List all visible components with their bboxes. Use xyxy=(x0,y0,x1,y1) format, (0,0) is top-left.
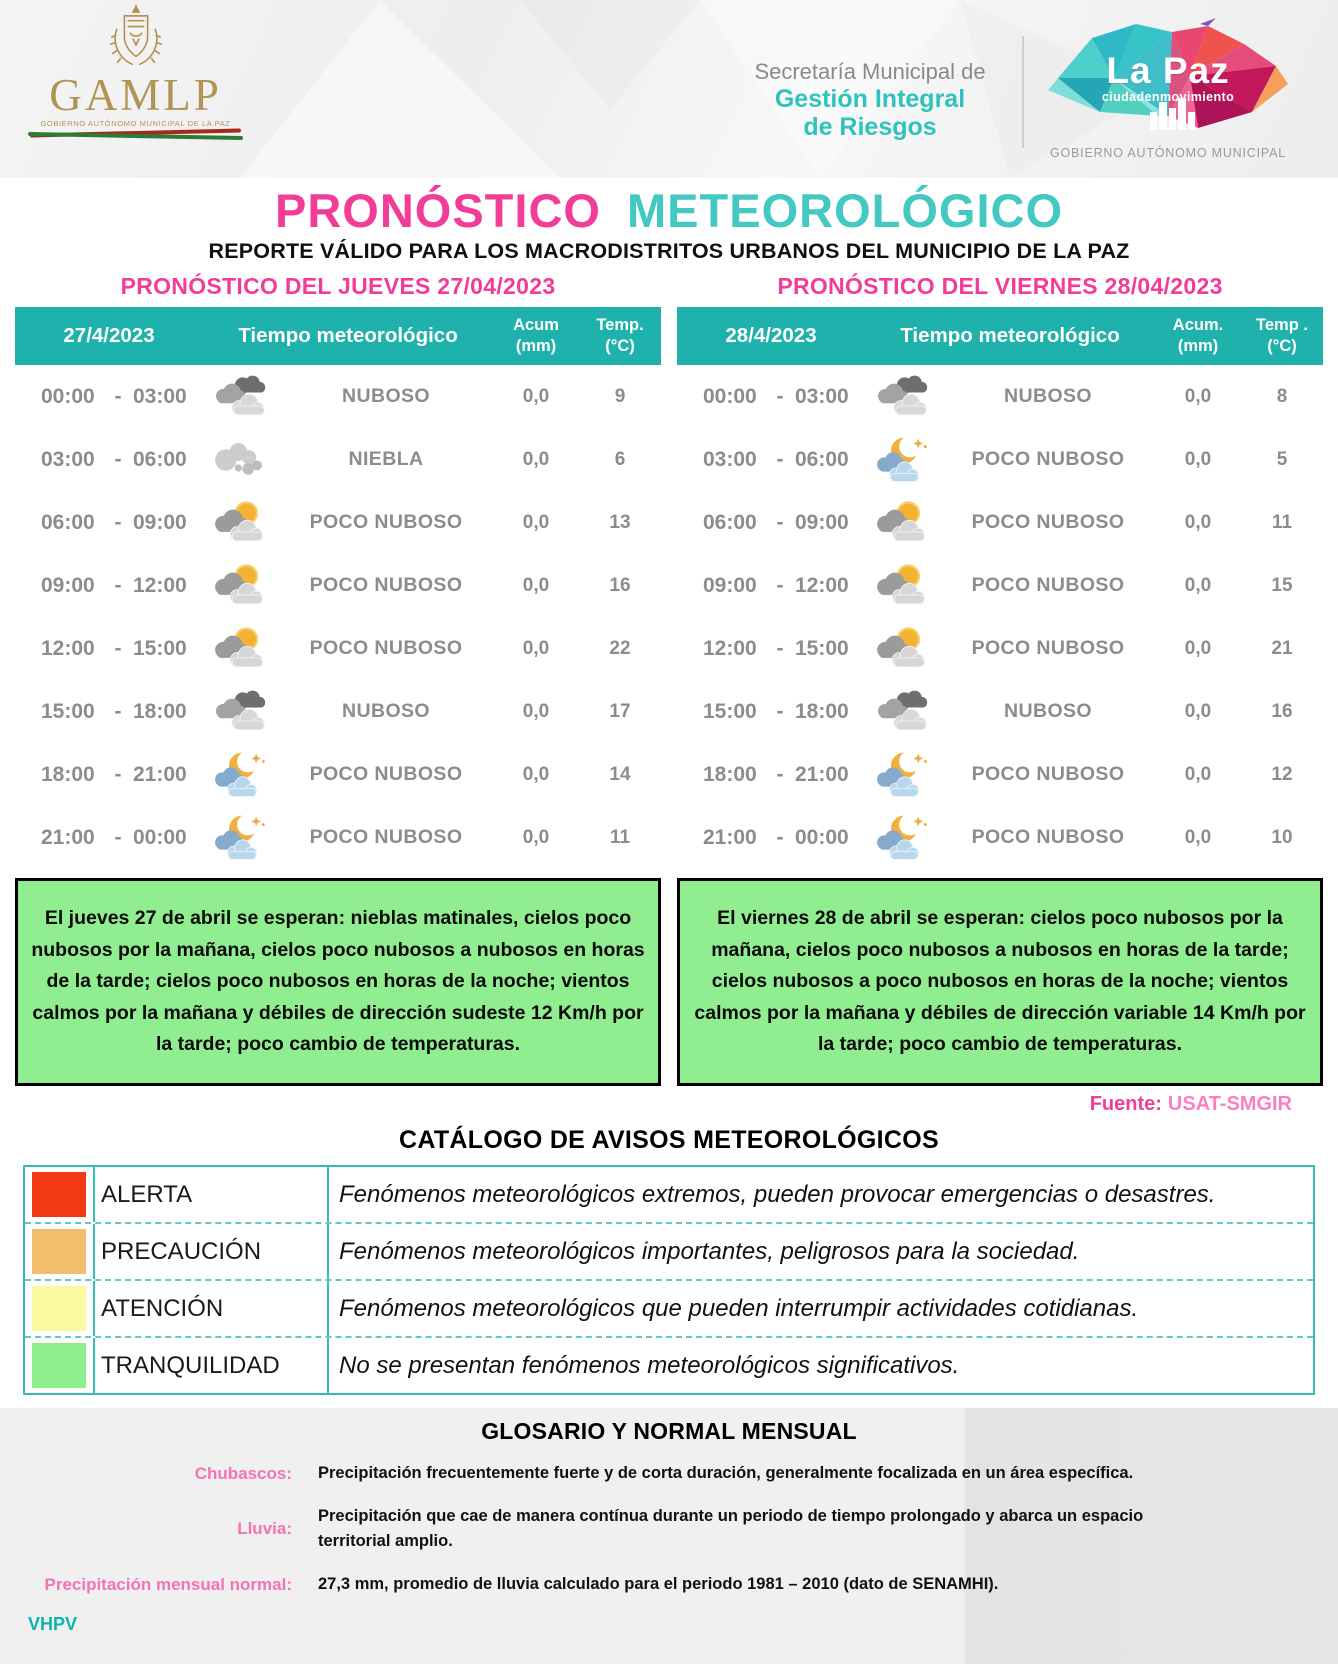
weather-icon-cell xyxy=(203,372,279,422)
time-range xyxy=(15,763,203,787)
time-range xyxy=(677,637,865,661)
moon-cloud-icon xyxy=(212,750,270,800)
time-dash: - xyxy=(114,636,122,660)
glossary-title: GLOSARIO Y NORMAL MENSUAL xyxy=(481,1418,857,1444)
weather-icon-cell xyxy=(865,435,941,485)
page-title-part1: PRONÓSTICO xyxy=(274,184,601,237)
forecast-row xyxy=(677,680,1323,743)
acum-value: 0,0 xyxy=(1184,637,1212,659)
sun-cloud-icon xyxy=(212,561,270,611)
temp-value: 13 xyxy=(609,511,631,533)
column-header-acum: Acum. (mm) xyxy=(1172,316,1224,355)
source-line xyxy=(0,1093,1338,1116)
time-dash: - xyxy=(776,762,784,786)
time-range xyxy=(15,826,203,850)
forecast-table-header xyxy=(15,307,661,365)
report-subtitle: REPORTE VÁLIDO PARA LOS MACRODISTRITOS URBANOS DEL MUNICIPIO DE LA PAZ xyxy=(208,239,1130,263)
sun-cloud-icon xyxy=(874,498,932,548)
time-dash: - xyxy=(776,447,784,471)
time-start: 00:00 xyxy=(41,384,95,408)
page-title xyxy=(0,184,1338,237)
forecast-row xyxy=(15,554,661,617)
time-start: 21:00 xyxy=(703,825,757,849)
time-end: 03:00 xyxy=(133,384,187,408)
forecast-summary-thursday: El jueves 27 de abril se esperan: nieblas matinales, cielos poco nubosos por la mañana, cielos poco nubosos a nubosos en horas de la tarde; cielos poco nubosos en horas de la noche; vientos calmos por la mañana y débiles de dirección sudeste 12 Km/h por la tarde; poco cambio de temperaturas. xyxy=(15,878,661,1086)
moon-cloud-icon xyxy=(874,435,932,485)
acum-value: 0,0 xyxy=(522,763,550,785)
condition-label: POCO NUBOSO xyxy=(309,637,463,659)
gamlp-logo xyxy=(28,4,243,140)
time-dash: - xyxy=(114,699,122,723)
moon-cloud-icon xyxy=(874,750,932,800)
moon-cloud-icon xyxy=(874,813,932,863)
acum-value: 0,0 xyxy=(1184,511,1212,533)
condition-label: POCO NUBOSO xyxy=(309,574,463,596)
page-title-part2: METEOROLÓGICO xyxy=(627,184,1064,237)
time-range xyxy=(677,763,865,787)
catalog-title: CATÁLOGO DE AVISOS METEOROLÓGICOS xyxy=(398,1126,939,1154)
acum-value: 0,0 xyxy=(522,826,550,848)
warning-description: No se presentan fenómenos meteorológicos significativos. xyxy=(327,1338,1313,1393)
condition-label: POCO NUBOSO xyxy=(971,574,1125,596)
temp-value: 9 xyxy=(614,385,626,407)
warning-color-cell xyxy=(25,1338,93,1393)
time-end: 18:00 xyxy=(795,699,849,723)
header-band xyxy=(0,0,1338,178)
forecast-row xyxy=(677,743,1323,806)
acum-value: 0,0 xyxy=(1184,574,1212,596)
condition-label: NUBOSO xyxy=(1004,385,1092,407)
temp-value: 11 xyxy=(609,826,631,848)
weather-icon-cell xyxy=(865,498,941,548)
time-end: 15:00 xyxy=(133,636,187,660)
glossary-entry xyxy=(0,1461,1338,1487)
header-divider xyxy=(1022,36,1024,148)
forecast-columns xyxy=(0,270,1338,1086)
acum-value: 0,0 xyxy=(1184,700,1212,722)
time-start: 12:00 xyxy=(41,636,95,660)
time-end: 18:00 xyxy=(133,699,187,723)
secretaria-line2: Gestión Integral xyxy=(774,84,966,113)
temp-value: 22 xyxy=(609,637,631,659)
forecast-table xyxy=(15,307,661,869)
warning-level-label: ALERTA xyxy=(93,1167,327,1222)
time-end: 06:00 xyxy=(795,447,849,471)
warning-color-swatch xyxy=(32,1172,86,1217)
warning-color-swatch xyxy=(32,1286,86,1331)
glossary-definition: Precipitación que cae de manera contínua durante un periodo de tiempo prolongado y abarca un espacio territorial amplio. xyxy=(318,1506,1144,1551)
condition-label: POCO NUBOSO xyxy=(309,763,463,785)
time-range xyxy=(15,637,203,661)
source-label: Fuente: xyxy=(1089,1093,1162,1115)
glossary-section xyxy=(0,1408,1338,1664)
sun-cloud-icon xyxy=(212,498,270,548)
column-header-temp: Temp. (°C) xyxy=(596,316,644,355)
time-end: 12:00 xyxy=(133,573,187,597)
lapaz-slogan: ciudadenmovimiento xyxy=(1101,90,1235,104)
column-header-date: 27/4/2023 xyxy=(63,324,155,347)
forecast-row xyxy=(15,491,661,554)
time-end: 03:00 xyxy=(795,384,849,408)
weather-icon-cell xyxy=(203,498,279,548)
time-start: 03:00 xyxy=(703,447,757,471)
condition-label: POCO NUBOSO xyxy=(971,763,1125,785)
time-start: 09:00 xyxy=(703,573,757,597)
gamlp-acronym: GAMLP xyxy=(49,70,222,120)
condition-label: POCO NUBOSO xyxy=(309,826,463,848)
source-value: USAT-SMGIR xyxy=(1167,1093,1292,1115)
time-start: 06:00 xyxy=(703,510,757,534)
time-dash: - xyxy=(776,636,784,660)
condition-label: POCO NUBOSO xyxy=(971,511,1125,533)
time-start: 21:00 xyxy=(41,825,95,849)
forecast-row xyxy=(15,680,661,743)
warning-color-swatch xyxy=(32,1343,86,1388)
catalog-row xyxy=(25,1279,1313,1336)
glossary-term: Precipitación mensual normal: xyxy=(44,1574,292,1594)
forecast-row xyxy=(677,617,1323,680)
acum-value: 0,0 xyxy=(1184,385,1212,407)
time-end: 00:00 xyxy=(133,825,187,849)
condition-label: NUBOSO xyxy=(342,385,430,407)
temp-value: 15 xyxy=(1271,574,1293,596)
cloudy-icon xyxy=(212,372,270,422)
cloudy-icon xyxy=(212,687,270,737)
gamlp-ribbon xyxy=(28,131,243,140)
gamlp-crest-icon xyxy=(107,4,165,78)
forecast-row xyxy=(677,365,1323,428)
warning-description: Fenómenos meteorológicos que pueden interrumpir actividades cotidianas. xyxy=(327,1281,1313,1336)
glossary-entry xyxy=(0,1572,1338,1598)
temp-value: 16 xyxy=(609,574,631,596)
catalog-row xyxy=(25,1222,1313,1279)
time-start: 18:00 xyxy=(703,762,757,786)
forecast-row xyxy=(15,743,661,806)
temp-value: 17 xyxy=(609,700,631,722)
catalog-table xyxy=(23,1165,1315,1395)
temp-value: 5 xyxy=(1276,448,1288,470)
time-start: 12:00 xyxy=(703,636,757,660)
secretaria-line1: Secretaría Municipal de xyxy=(754,59,986,84)
forecast-row xyxy=(15,806,661,869)
temp-value: 12 xyxy=(1271,763,1293,785)
acum-value: 0,0 xyxy=(522,511,550,533)
sun-cloud-icon xyxy=(212,624,270,674)
time-dash: - xyxy=(114,825,122,849)
weather-icon-cell xyxy=(865,561,941,611)
time-start: 15:00 xyxy=(41,699,95,723)
condition-label: NUBOSO xyxy=(1004,700,1092,722)
time-start: 00:00 xyxy=(703,384,757,408)
time-range xyxy=(15,511,203,535)
time-end: 21:00 xyxy=(133,762,187,786)
condition-label: NUBOSO xyxy=(342,700,430,722)
lapaz-logo xyxy=(1040,16,1296,160)
time-range xyxy=(677,385,865,409)
glossary-definition: 27,3 mm, promedio de lluvia calculado para el periodo 1981 – 2010 (dato de SENAMHI). xyxy=(318,1574,999,1593)
temp-value: 11 xyxy=(1271,511,1293,533)
time-end: 06:00 xyxy=(133,447,187,471)
acum-value: 0,0 xyxy=(522,637,550,659)
time-range xyxy=(677,826,865,850)
forecast-column-friday xyxy=(677,270,1323,1086)
time-start: 15:00 xyxy=(703,699,757,723)
forecast-table xyxy=(677,307,1323,869)
time-dash: - xyxy=(776,825,784,849)
footer-initials: VHPV xyxy=(28,1614,78,1635)
temp-value: 14 xyxy=(609,763,631,785)
condition-label: POCO NUBOSO xyxy=(971,826,1125,848)
acum-value: 0,0 xyxy=(1184,763,1212,785)
catalog-row xyxy=(25,1167,1313,1222)
forecast-row xyxy=(677,491,1323,554)
time-dash: - xyxy=(114,573,122,597)
acum-value: 0,0 xyxy=(1184,448,1212,470)
time-end: 09:00 xyxy=(133,510,187,534)
weather-icon-cell xyxy=(203,435,279,485)
weather-icon-cell xyxy=(203,750,279,800)
warning-level-label: TRANQUILIDAD xyxy=(93,1338,327,1393)
time-end: 00:00 xyxy=(795,825,849,849)
temp-value: 21 xyxy=(1271,637,1293,659)
weather-icon-cell xyxy=(865,750,941,800)
time-range xyxy=(677,448,865,472)
moon-cloud-icon xyxy=(212,813,270,863)
temp-value: 10 xyxy=(1271,826,1293,848)
weather-icon-cell xyxy=(203,813,279,863)
section-title: PRONÓSTICO DEL JUEVES 27/04/2023 xyxy=(120,273,556,299)
weather-icon-cell xyxy=(865,687,941,737)
acum-value: 0,0 xyxy=(522,574,550,596)
time-dash: - xyxy=(776,573,784,597)
time-dash: - xyxy=(114,447,122,471)
weather-icon-cell xyxy=(203,687,279,737)
forecast-row xyxy=(677,806,1323,869)
forecast-row xyxy=(677,554,1323,617)
forecast-row xyxy=(15,365,661,428)
time-start: 18:00 xyxy=(41,762,95,786)
warning-color-cell xyxy=(25,1167,93,1222)
forecast-row xyxy=(677,428,1323,491)
sun-cloud-icon xyxy=(874,561,932,611)
sun-cloud-icon xyxy=(874,624,932,674)
condition-label: POCO NUBOSO xyxy=(309,511,463,533)
warning-description: Fenómenos meteorológicos extremos, pueden provocar emergencias o desastres. xyxy=(327,1167,1313,1222)
lapaz-title: La Paz xyxy=(1106,50,1230,91)
weather-icon-cell xyxy=(203,561,279,611)
column-header-temp: Temp . (°C) xyxy=(1256,316,1308,355)
glossary-term: Chubascos: xyxy=(194,1464,292,1484)
weather-icon-cell xyxy=(865,372,941,422)
glossary-entry xyxy=(0,1504,1338,1555)
warning-description: Fenómenos meteorológicos importantes, peligrosos para la sociedad. xyxy=(327,1224,1313,1279)
time-range xyxy=(15,700,203,724)
glossary-definition: Precipitación frecuentemente fuerte y de corta duración, generalmente focalizada en un área específica. xyxy=(318,1464,1134,1482)
time-dash: - xyxy=(776,699,784,723)
time-end: 09:00 xyxy=(795,510,849,534)
forecast-table-header xyxy=(677,307,1323,365)
time-dash: - xyxy=(776,510,784,534)
time-range xyxy=(677,700,865,724)
column-header-acum: Acum (mm) xyxy=(513,316,559,355)
forecast-row xyxy=(15,428,661,491)
time-range xyxy=(677,511,865,535)
time-dash: - xyxy=(114,384,122,408)
forecast-column-thursday xyxy=(15,270,661,1086)
time-start: 03:00 xyxy=(41,447,95,471)
time-dash: - xyxy=(776,384,784,408)
fog-icon xyxy=(212,435,270,485)
section-title: PRONÓSTICO DEL VIERNES 28/04/2023 xyxy=(777,273,1223,299)
weather-icon-cell xyxy=(203,624,279,674)
temp-value: 6 xyxy=(614,448,626,470)
gamlp-subtitle: GOBIERNO AUTÓNOMO MUNICIPAL DE LA PAZ xyxy=(40,118,231,128)
time-range xyxy=(15,385,203,409)
warning-level-label: PRECAUCIÓN xyxy=(93,1224,327,1279)
time-start: 06:00 xyxy=(41,510,95,534)
condition-label: NIEBLA xyxy=(348,448,424,470)
condition-label: POCO NUBOSO xyxy=(971,448,1125,470)
condition-label: POCO NUBOSO xyxy=(971,637,1125,659)
time-end: 12:00 xyxy=(795,573,849,597)
column-header-weather: Tiempo meteorológico xyxy=(900,324,1120,347)
time-start: 09:00 xyxy=(41,573,95,597)
time-range xyxy=(15,448,203,472)
weather-icon-cell xyxy=(865,813,941,863)
warning-level-label: ATENCIÓN xyxy=(93,1281,327,1336)
catalog-row xyxy=(25,1336,1313,1393)
time-end: 15:00 xyxy=(795,636,849,660)
forecast-summary-friday: El viernes 28 de abril se esperan: cielos poco nubosos por la mañana, cielos poco nubosos a nubosos en horas de la tarde; cielos nubosos a poco nubosos en horas de la noche; vientos calmos por la mañana y débiles de dirección variable 14 Km/h por la tarde; poco cambio de temperaturas. xyxy=(677,878,1323,1086)
secretaria-logo-text xyxy=(735,60,1005,141)
warning-color-cell xyxy=(25,1224,93,1279)
lapaz-caption: GOBIERNO AUTÓNOMO MUNICIPAL xyxy=(1050,146,1286,160)
cloudy-icon xyxy=(874,372,932,422)
column-header-date: 28/4/2023 xyxy=(725,324,817,347)
cloudy-icon xyxy=(874,687,932,737)
warning-color-swatch xyxy=(32,1229,86,1274)
time-dash: - xyxy=(114,762,122,786)
acum-value: 0,0 xyxy=(522,448,550,470)
acum-value: 0,0 xyxy=(522,700,550,722)
time-dash: - xyxy=(114,510,122,534)
acum-value: 0,0 xyxy=(1184,826,1212,848)
glossary-term: Lluvia: xyxy=(237,1519,292,1539)
time-end: 21:00 xyxy=(795,762,849,786)
secretaria-line3: de Riesgos xyxy=(803,112,937,141)
warning-color-cell xyxy=(25,1281,93,1336)
weather-icon-cell xyxy=(865,624,941,674)
temp-value: 8 xyxy=(1276,385,1288,407)
forecast-row xyxy=(15,617,661,680)
column-header-weather: Tiempo meteorológico xyxy=(238,324,458,347)
temp-value: 16 xyxy=(1271,700,1293,722)
time-range xyxy=(15,574,203,598)
glossary-entries xyxy=(0,1461,1338,1597)
time-range xyxy=(677,574,865,598)
acum-value: 0,0 xyxy=(522,385,550,407)
